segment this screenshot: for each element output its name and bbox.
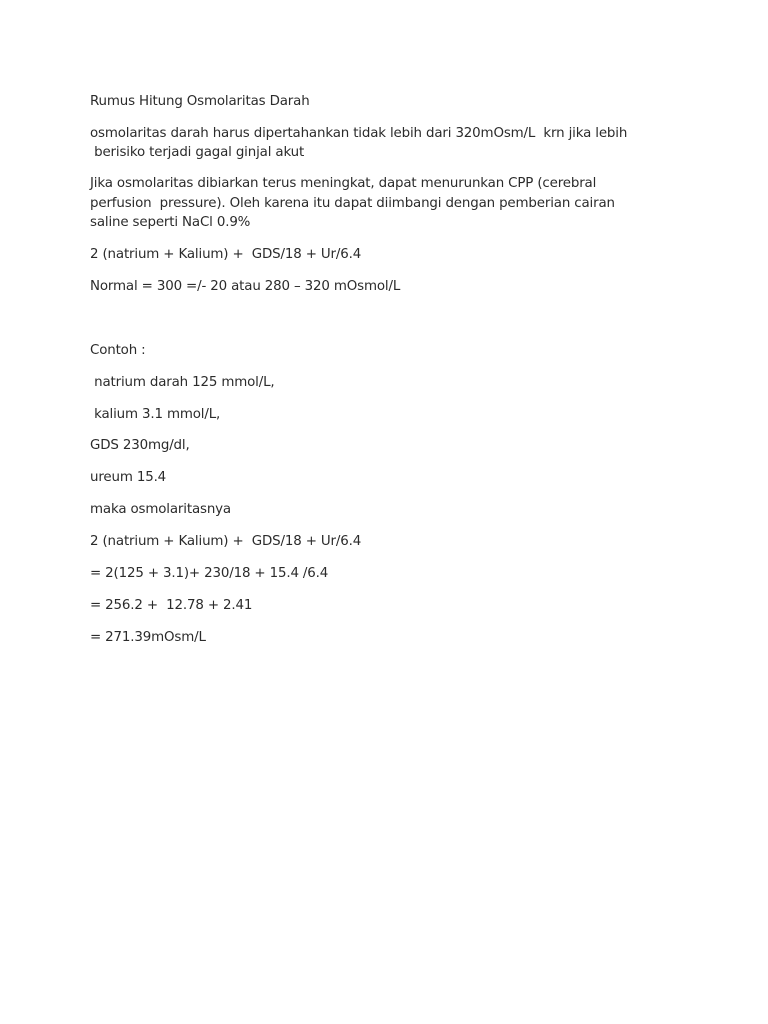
example-step-2: = 256.2 + 12.78 + 2.41 bbox=[90, 598, 253, 613]
example-natrium: natrium darah 125 mmol/L, bbox=[90, 375, 275, 390]
example-step-1: = 2(125 + 3.1)+ 230/18 + 15.4 /6.4 bbox=[90, 566, 329, 581]
example-formula: 2 (natrium + Kalium) + GDS/18 + Ur/6.4 bbox=[90, 534, 362, 549]
example-gds: GDS 230mg/dl, bbox=[90, 438, 190, 453]
paragraph-2-line-2: perfusion pressure). Oleh karena itu dapat diimbangi dengan pemberian cairan bbox=[90, 196, 615, 211]
example-conclusion: maka osmolaritasnya bbox=[90, 502, 231, 517]
paragraph-2-line-3: saline seperti NaCl 0.9% bbox=[90, 215, 251, 230]
example-kalium: kalium 3.1 mmol/L, bbox=[90, 407, 221, 422]
document-title: Rumus Hitung Osmolaritas Darah bbox=[90, 94, 310, 109]
paragraph-1-line-1: osmolaritas darah harus dipertahankan tidak lebih dari 320mOsm/L krn jika lebih bbox=[90, 126, 628, 141]
normal-range: Normal = 300 =/- 20 atau 280 – 320 mOsmol/L bbox=[90, 279, 401, 294]
paragraph-1-line-2: berisiko terjadi gagal ginjal akut bbox=[90, 145, 305, 160]
example-result: = 271.39mOsm/L bbox=[90, 630, 206, 645]
example-ureum: ureum 15.4 bbox=[90, 470, 167, 485]
example-heading: Contoh : bbox=[90, 343, 146, 358]
formula: 2 (natrium + Kalium) + GDS/18 + Ur/6.4 bbox=[90, 247, 362, 262]
paragraph-2-line-1: Jika osmolaritas dibiarkan terus meningkat, dapat menurunkan CPP (cerebral bbox=[90, 176, 597, 191]
